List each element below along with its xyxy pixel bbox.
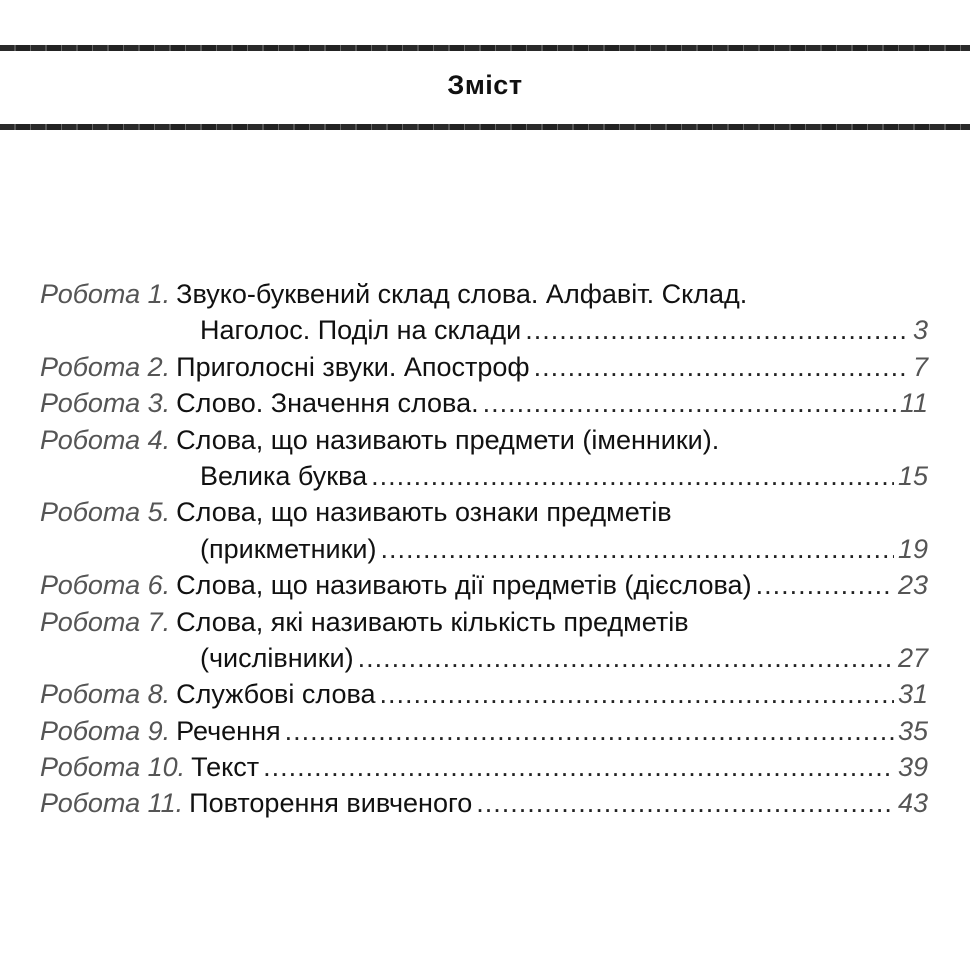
toc-entry-line [40,349,928,385]
toc-entry-title: Слова, що називають дії предметів (дієслова) [176,570,752,601]
toc-entry-line [40,385,928,421]
toc-entry-title: Слово. Значення слова. [176,388,479,419]
toc-entry-title: Службові слова [176,679,376,710]
toc-entry[interactable] [40,422,928,495]
toc-leader-dots [380,676,894,712]
toc-leader-dots [358,640,894,676]
toc-entry-line [40,785,928,821]
toc-entry-line [40,676,928,712]
toc-entry-line [40,494,928,530]
toc-entry-title: Приголосні звуки. Апостроф [176,351,530,382]
toc-entry[interactable] [40,494,928,567]
table-of-contents [40,276,928,822]
toc-page-number: 11 [899,388,928,419]
toc-entry[interactable] [40,676,928,712]
toc-page-number: 3 [912,315,928,346]
toc-entry-title: Наголос. Поділ на склади [200,315,522,346]
toc-entry[interactable] [40,385,928,421]
toc-entry-line [40,604,928,640]
toc-entry-label: Робота 7. [40,606,171,637]
toc-leader-dots [483,385,896,421]
toc-leader-dots [380,531,894,567]
toc-entry-line [40,312,928,348]
toc-entry-label: Робота 8. [40,679,171,710]
toc-entry-title: Текст [191,752,260,783]
toc-page-number: 39 [897,752,928,783]
toc-entry-title: Речення [176,715,281,746]
toc-entry[interactable] [40,749,928,785]
toc-leader-dots [371,458,894,494]
toc-entry[interactable] [40,604,928,677]
toc-entry-label: Робота 10. [40,752,186,783]
toc-entry-label: Робота 4. [40,424,171,455]
toc-page-number: 7 [912,351,928,382]
toc-entry-line [40,422,928,458]
toc-leader-dots [263,749,894,785]
toc-entry-line [40,640,928,676]
toc-entry-line [40,749,928,785]
toc-entry-title: Слова, що називають предмети (іменники). [176,424,720,455]
toc-entry-title: Слова, які називають кількість предметів [176,606,689,637]
toc-entry-line [40,531,928,567]
page-title: Зміст [447,70,523,100]
toc-page-number: 19 [897,533,928,564]
toc-entry-line [40,713,928,749]
toc-entry-title: (прикметники) [200,533,377,564]
toc-entry-label: Робота 2. [40,351,171,382]
toc-page-number: 15 [897,460,928,491]
toc-page-number: 23 [897,570,928,601]
toc-entry-label: Робота 5. [40,497,171,528]
toc-leader-dots [285,713,894,749]
toc-entry-title: (числівники) [200,642,354,673]
toc-entry-label: Робота 6. [40,570,171,601]
toc-entry-title: Слова, що називають ознаки предметів [176,497,672,528]
toc-entry[interactable] [40,713,928,749]
toc-entry-title: Звуко-буквений склад слова. Алфавіт. Склад. [176,279,748,309]
toc-entry-label: Робота 1. [40,279,171,309]
toc-leader-dots [476,785,894,821]
toc-page-number: 35 [897,715,928,746]
toc-leader-dots [756,567,894,603]
toc-entry[interactable] [40,567,928,603]
toc-leader-dots [534,349,909,385]
toc-entry-label: Робота 11. [40,788,184,819]
toc-entry-line [40,276,928,312]
toc-page-number: 27 [897,642,928,673]
toc-page-number: 31 [897,679,928,710]
toc-entry[interactable] [40,785,928,821]
toc-page-number: 43 [897,788,928,819]
toc-entry-label: Робота 3. [40,388,171,419]
top-rule [0,45,970,51]
toc-entry-line [40,458,928,494]
toc-entry-line [40,567,928,603]
toc-entry-label: Робота 9. [40,715,171,746]
toc-entry[interactable] [40,276,928,349]
toc-leader-dots [525,312,909,348]
toc-entry-title: Повторення вивченого [189,788,473,819]
toc-entry[interactable] [40,349,928,385]
toc-entry-title: Велика буква [200,460,368,491]
bottom-rule [0,124,970,130]
